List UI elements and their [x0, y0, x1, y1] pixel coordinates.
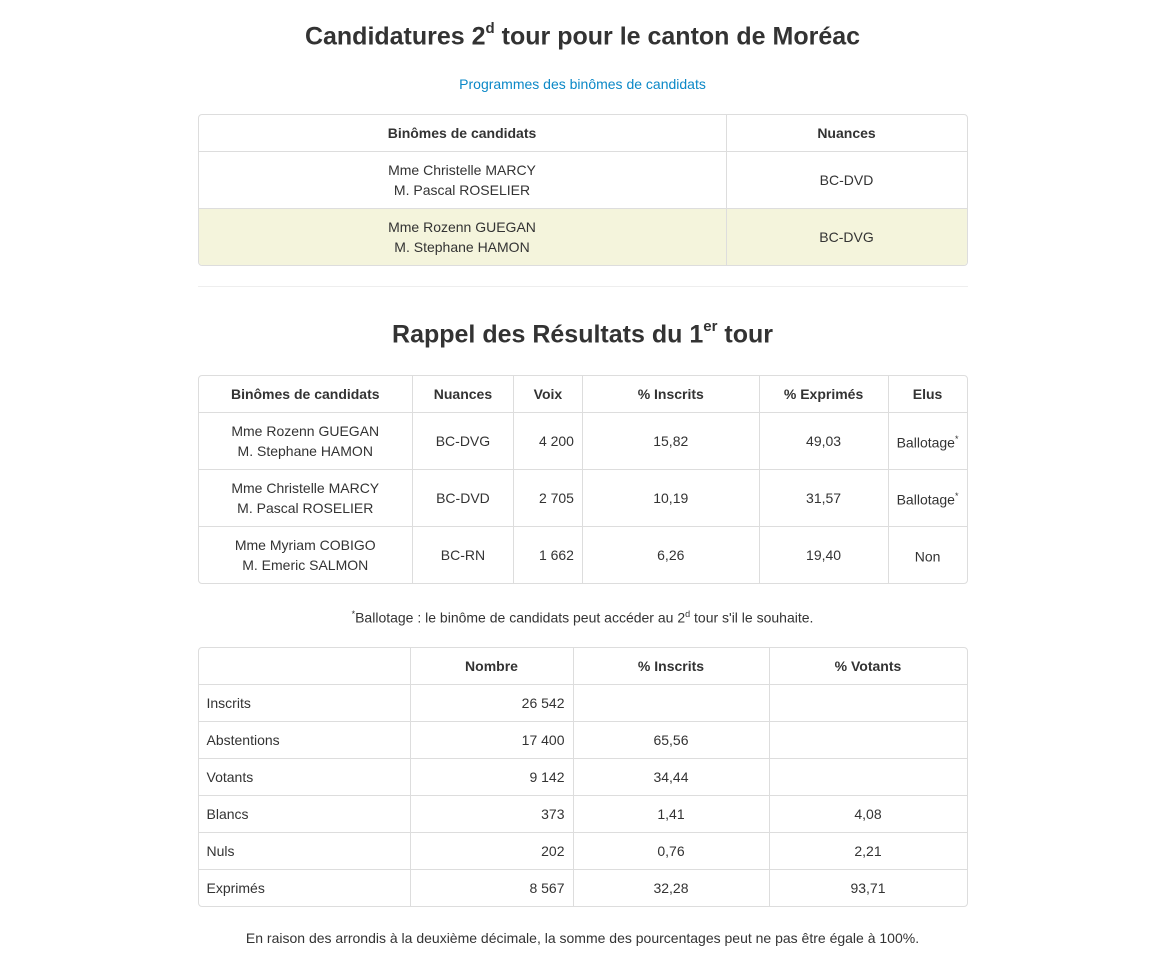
elus-value: Non — [914, 548, 941, 565]
stat-label: Votants — [199, 759, 411, 796]
footnote-star: * — [351, 608, 356, 619]
elus-cell — [889, 413, 967, 470]
rounding-note: En raison des arrondis à la deuxième décimale, la somme des pourcentages peut ne pas être égale à 100%. — [245, 930, 920, 947]
table-row-highlighted — [199, 209, 967, 265]
header-nombre: Nombre — [411, 648, 574, 685]
header-binomes: Binômes de candidats — [199, 115, 727, 152]
candidate-name: M. Emeric SALMON — [242, 556, 369, 573]
table-row — [199, 870, 967, 906]
stat-nombre: 202 — [411, 833, 574, 870]
table-row — [199, 527, 967, 583]
pct-inscrits-cell: 10,19 — [583, 470, 760, 527]
table-row — [199, 685, 967, 722]
nuance-cell: BC-DVD — [413, 470, 514, 527]
stat-pct-votants: 93,71 — [850, 880, 886, 897]
pct-inscrits-cell: 6,26 — [583, 527, 760, 583]
candidate-name: Mme Rozenn GUEGAN — [231, 422, 380, 439]
table-row — [199, 152, 967, 209]
elus-value: Ballotage — [896, 491, 955, 508]
header-nuances: Nuances — [413, 376, 514, 413]
stat-pct-inscrits: 32,28 — [574, 870, 770, 906]
footnote-star: * — [954, 490, 959, 501]
page-title-text: Candidatures 2 — [304, 22, 486, 51]
footnote-star: * — [954, 433, 959, 444]
pct-exprimes-cell: 19,40 — [760, 527, 889, 583]
header-pct-inscrits: % Inscrits — [583, 376, 760, 413]
page-container — [198, 0, 968, 948]
stat-label: Abstentions — [199, 722, 411, 759]
page-title — [198, 0, 968, 50]
header-binomes: Binômes de candidats — [199, 376, 414, 413]
binome-cell — [199, 470, 414, 527]
candidate-name: M. Pascal ROSELIER — [393, 182, 531, 199]
nuance-cell: BC-DVD — [727, 152, 967, 209]
header-pct-votants: % Votants — [770, 648, 967, 685]
candidate-name: M. Pascal ROSELIER — [237, 499, 374, 516]
nuance-cell: BC-DVG — [413, 413, 514, 470]
binome-cell — [199, 152, 727, 209]
stat-pct-inscrits: 1,41 — [574, 796, 770, 833]
table-row — [199, 413, 967, 470]
stat-pct-votants: 4,08 — [770, 796, 967, 833]
stat-nombre: 26 542 — [411, 685, 574, 722]
candidates-table — [198, 114, 968, 266]
programmes-link[interactable]: Programmes des binômes de candidats — [459, 76, 706, 93]
header-empty — [199, 648, 411, 685]
stat-pct-votants — [770, 722, 967, 759]
binome-cell — [199, 413, 414, 470]
elus-value: Ballotage — [896, 434, 955, 451]
nuance-cell: BC-RN — [413, 527, 514, 583]
ballotage-note — [198, 604, 968, 628]
table-header-row — [199, 115, 967, 152]
header-voix: Voix — [514, 376, 583, 413]
nuance-cell: BC-DVG — [727, 209, 967, 265]
stat-label: Exprimés — [199, 870, 411, 906]
stat-label: Nuls — [199, 833, 411, 870]
table-row — [199, 833, 967, 870]
stat-nombre: 17 400 — [411, 722, 574, 759]
elus-cell — [889, 470, 967, 527]
results-title-rest: tour — [717, 320, 773, 349]
results-title — [198, 287, 968, 348]
binome-cell — [199, 527, 414, 583]
voix-cell: 2 705 — [514, 470, 583, 527]
stat-pct-inscrits: 0,76 — [574, 833, 770, 870]
results-title-sup: er — [703, 318, 718, 336]
stat-pct-inscrits: 65,56 — [574, 722, 770, 759]
voix-cell: 4 200 — [514, 413, 583, 470]
stat-pct-votants — [770, 685, 967, 722]
candidate-name: Mme Christelle MARCY — [231, 479, 380, 496]
page-title-rest: tour pour le canton de Moréac — [494, 22, 861, 51]
stat-nombre: 8 567 — [411, 870, 574, 906]
header-elus: Elus — [889, 376, 967, 413]
stat-pct-inscrits: 34,44 — [574, 759, 770, 796]
stat-label: Inscrits — [199, 685, 411, 722]
candidate-name: M. Stephane HAMON — [394, 239, 530, 256]
results-title-text: Rappel des Résultats du 1 — [392, 320, 704, 349]
stat-label: Blancs — [199, 796, 411, 833]
candidate-name: Mme Christelle MARCY — [388, 162, 536, 179]
ballotage-sup: d — [685, 608, 691, 619]
table-header-row — [199, 648, 967, 685]
table-row — [199, 722, 967, 759]
pct-exprimes-cell: 31,57 — [760, 470, 889, 527]
candidate-name: M. Stephane HAMON — [237, 442, 373, 459]
table-row — [199, 470, 967, 527]
header-pct-inscrits: % Inscrits — [574, 648, 770, 685]
pct-exprimes-cell: 49,03 — [760, 413, 889, 470]
elus-cell — [889, 527, 967, 583]
candidate-name: Mme Myriam COBIGO — [234, 536, 376, 553]
stat-nombre: 373 — [411, 796, 574, 833]
header-pct-exprimes: % Exprimés — [760, 376, 889, 413]
pct-inscrits-cell: 15,82 — [583, 413, 760, 470]
table-row — [199, 796, 967, 833]
stat-pct-votants: 2,21 — [770, 833, 967, 870]
stat-pct-inscrits — [574, 685, 770, 722]
stats-table — [198, 647, 968, 907]
ballotage-text-end: tour s'il le souhaite. — [690, 609, 814, 626]
results-table — [198, 375, 968, 584]
ballotage-text: Ballotage : le binôme de candidats peut accéder au 2 — [355, 609, 686, 626]
page-title-sup: d — [485, 20, 495, 37]
header-nuances: Nuances — [727, 115, 967, 152]
stat-pct-votants — [770, 759, 967, 796]
candidate-name: Mme Rozenn GUEGAN — [388, 219, 536, 236]
stat-nombre: 9 142 — [411, 759, 574, 796]
table-header-row — [199, 376, 967, 413]
voix-cell: 1 662 — [514, 527, 583, 583]
binome-cell — [199, 209, 727, 265]
table-row — [199, 759, 967, 796]
